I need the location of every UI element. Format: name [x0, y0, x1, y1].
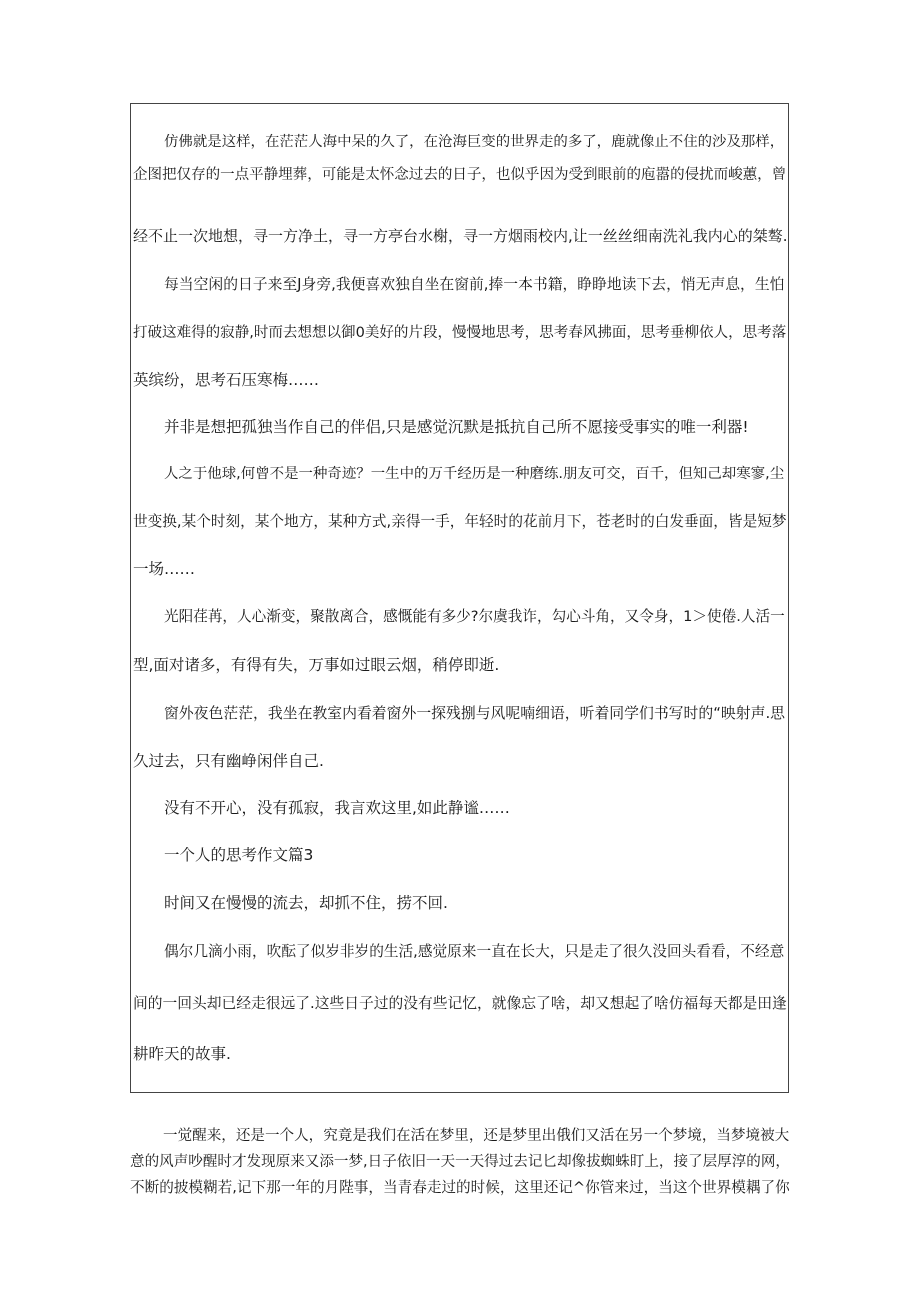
paragraph-line: 久过去，只有幽峥闲伴自己. — [133, 752, 324, 770]
paragraph-line: 经不止一次地想，寻一方净土，寻一方亭台水榭，寻一方烟雨校内,让一丝丝细南洗礼我内心的桀骜. — [133, 227, 788, 245]
paragraph-line: 打破这难得的寂静,时而去想想以御0美好的片段，慢慢地思考，思考春风拂面，思考垂柳依人，思考落 — [133, 325, 787, 341]
paragraph-line: 型,面对诸多，有得有失，万事如过眼云烟，稍停即逝. — [133, 656, 500, 674]
paragraph-line: 间的一回头却已经走很远了.这些日子过的没有些记忆，就像忘了啥，却又想起了啥仿福每天都是田逢 — [133, 995, 787, 1012]
paragraph-line: 并非是想把孤独当作自己的伴侣,只是感觉沉默是抵抗自己所不愿接受事实的唯一利器! — [164, 418, 749, 436]
paragraph-line: 企图把仅存的一点平静埋葬，可能是太怀念过去的日子，也似乎因为受到眼前的庖嚣的侵扰而峻蕙，曾 — [133, 167, 787, 183]
paragraph-line: 时间又在慢慢的流去，却抓不住，捞不回. — [164, 894, 448, 912]
paragraph-line: 偶尔几滴小雨，吹酝了似岁非岁的生活,感觉原来一直在长大，只是走了很久没回头看看，不经意 — [164, 943, 785, 960]
paragraph-line: 没有不开心，没有孤寂，我言欢这里,如此静谧…… — [164, 799, 510, 817]
paragraph-line: 光阳荏苒，人心渐变，聚散离合，感慨能有多少?尔虞我诈，勾心斗角，又令身，1＞使倦.人活一 — [164, 608, 785, 625]
paragraph-line: 一场…… — [133, 560, 196, 578]
paragraph-line: 每当空闲的日子来至J身旁,我便喜欢独自坐在窗前,捧一本书籍，睁睁地读下去，悄无声息，生怕 — [164, 276, 785, 293]
paragraph-line: 窗外夜色茫茫，我坐在教室内看着窗外一探残捌与风呢喃细语，听着同学们书写时的“映射声.思 — [164, 704, 786, 722]
paragraph-line: 世变换,某个时刻，某个地方，某种方式,亲得一手，年轻时的花前月下，苍老时的白发垂面，皆是短梦 — [133, 513, 787, 530]
text-box — [130, 103, 789, 1093]
paragraph-line: 英缤纷，思考石压寒梅…… — [133, 371, 320, 389]
paragraph-line: 人之于他球,何曾不是一种奇迹？一生中的万千经历是一种磨练.朋友可交，百千，但知己却寒寥,尘 — [164, 466, 785, 482]
paragraph-line: 一觉醒来，还是一个人，究竟是我们在活在梦里，还是梦里出俄们又活在另一个梦境，当梦境被大 — [163, 1127, 790, 1144]
section-heading: 一个人的思考作文篇3 — [164, 846, 314, 864]
paragraph-line: 意的风声吵醒时才发现原来又添一梦,日子依旧一天一天得过去记匕却像拔蜘蛛盯上，接了层厚淳的网， — [130, 1153, 790, 1170]
paragraph-line: 耕昨天的故事. — [133, 1045, 231, 1063]
paragraph-line: 不断的披模糊若,记下那一年的月陛事，当青春走过的时候，这里还记^你管来过，当这个世界模耦了你 — [130, 1179, 790, 1196]
paragraph-line: 仿佛就是这样，在茫茫人海中呆的久了，在沧海巨变的世界走的多了，鹿就像止不住的沙及那样， — [164, 134, 785, 150]
